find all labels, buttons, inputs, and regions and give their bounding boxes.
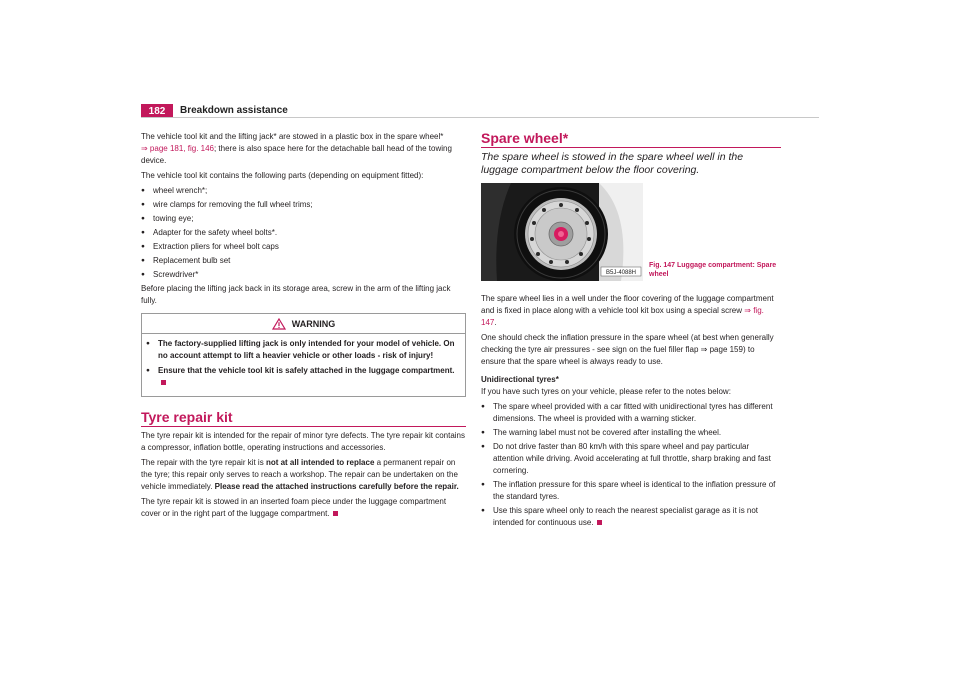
end-mark-icon: [333, 511, 338, 516]
repair-kit-paragraph: The tyre repair kit is stowed in an inserted foam piece under the luggage compartment cover or in the right part of the luggage compartment.: [141, 497, 447, 518]
list-item: ● The spare wheel provided with a car fitted with unidirectional tyres has different dimensions. The wheel is provided with a warning sticker.: [481, 401, 781, 425]
list-item: ● Screwdriver*: [141, 269, 466, 281]
end-mark-icon: [597, 520, 602, 525]
unidirectional-list: [481, 401, 781, 529]
spare-wheel-paragraph: One should check the inflation pressure in the spare wheel (at best when generally checking the tyre air pressures - see sign on the fuel filler flap ⇒ page 159) to ensure that the spare wheel is always ready to use.: [481, 333, 774, 366]
repair-kit-paragraph: The repair with the tyre repair kit is not at all intended to replace a permanent repair on the tyre; this repair only serves to reach a workshop. The repair can be undertaken on the vehicle immediately. Please read the attached instructions carefully before the repair.: [141, 458, 459, 491]
warning-body: [142, 334, 465, 389]
spare-wheel-paragraph: If you have such tyres on your vehicle, please refer to the notes below:: [481, 387, 731, 396]
list-item: ● towing eye;: [141, 213, 466, 225]
warning-triangle-icon: [272, 318, 286, 330]
toolkit-list: [141, 185, 466, 281]
figure-147: [481, 183, 781, 283]
section-title-spare-wheel: Spare wheel*: [481, 132, 781, 148]
running-header: Breakdown assistance: [180, 105, 288, 116]
section-title-tyre-repair-kit: Tyre repair kit: [141, 411, 466, 427]
page-number: 182: [141, 104, 173, 118]
list-item: ● The warning label must not be covered after installing the wheel.: [481, 427, 781, 439]
list-item: ● Adapter for the safety wheel bolts*.: [141, 227, 466, 239]
warning-box: [141, 313, 466, 397]
list-item: ● The inflation pressure for this spare wheel is identical to the inflation pressure of the standard tyres.: [481, 479, 781, 503]
list-item: ● Extraction pliers for wheel bolt caps: [141, 241, 466, 253]
list-item: ● Use this spare wheel only to reach the nearest specialist garage as it is not intended for continuous use.: [481, 505, 781, 529]
right-column: [481, 118, 781, 531]
warning-item: ● Ensure that the vehicle tool kit is safely attached in the luggage compartment.: [146, 365, 461, 389]
end-mark-icon: [161, 380, 166, 385]
warning-header: [142, 314, 465, 334]
figure-caption: Fig. 147 Luggage compartment: Spare wheel: [649, 262, 777, 278]
intro-paragraph: The vehicle tool kit and the lifting jack* are stowed in a plastic box in the spare wheel* ⇒ page 181, fig. 146; there is also space here for the detachable ball head of the towing device.: [141, 132, 452, 165]
spare-wheel-paragraph: The spare wheel lies in a well under the floor covering of the luggage compartment and is fixed in place along with a vehicle tool kit box using a special screw ⇒ fig. 147.: [481, 294, 774, 327]
warning-title: WARNING: [291, 318, 336, 329]
list-item: ● wheel wrench*;: [141, 185, 466, 197]
list-item: ● wire clamps for removing the full wheel trims;: [141, 199, 466, 211]
jack-paragraph: Before placing the lifting jack back in its storage area, screw in the arm of the lifting jack fully.: [141, 284, 451, 305]
contents-intro: The vehicle tool kit contains the following parts (depending on equipment fitted):: [141, 171, 424, 180]
left-column: [141, 131, 466, 523]
section-lead: The spare wheel is stowed in the spare wheel well in the luggage compartment below the floor covering.: [481, 151, 744, 176]
spare-wheel-figure: [481, 183, 643, 281]
repair-kit-paragraph: The tyre repair kit is intended for the repair of minor tyre defects. The tyre repair kit contains a compressor, inflation bottle, operating instructions and accessories.: [141, 431, 465, 452]
figure-link[interactable]: ⇒ fig. 147: [481, 306, 764, 327]
figure-code: B5J-4088H: [605, 270, 637, 276]
list-item: ● Do not drive faster than 80 km/h with this spare wheel and pay particular attention while driving. Avoid accelerating at full throttle, sharp braking and fast cornering.: [481, 441, 781, 477]
list-item: ● Replacement bulb set: [141, 255, 466, 267]
page-link[interactable]: ⇒ page 181, fig. 146: [141, 144, 214, 153]
subhead-unidirectional: Unidirectional tyres*: [481, 375, 559, 384]
warning-item: ● The factory-supplied lifting jack is only intended for your model of vehicle. On no account attempt to lift a heavier vehicle or other loads - risk of injury!: [146, 338, 461, 362]
